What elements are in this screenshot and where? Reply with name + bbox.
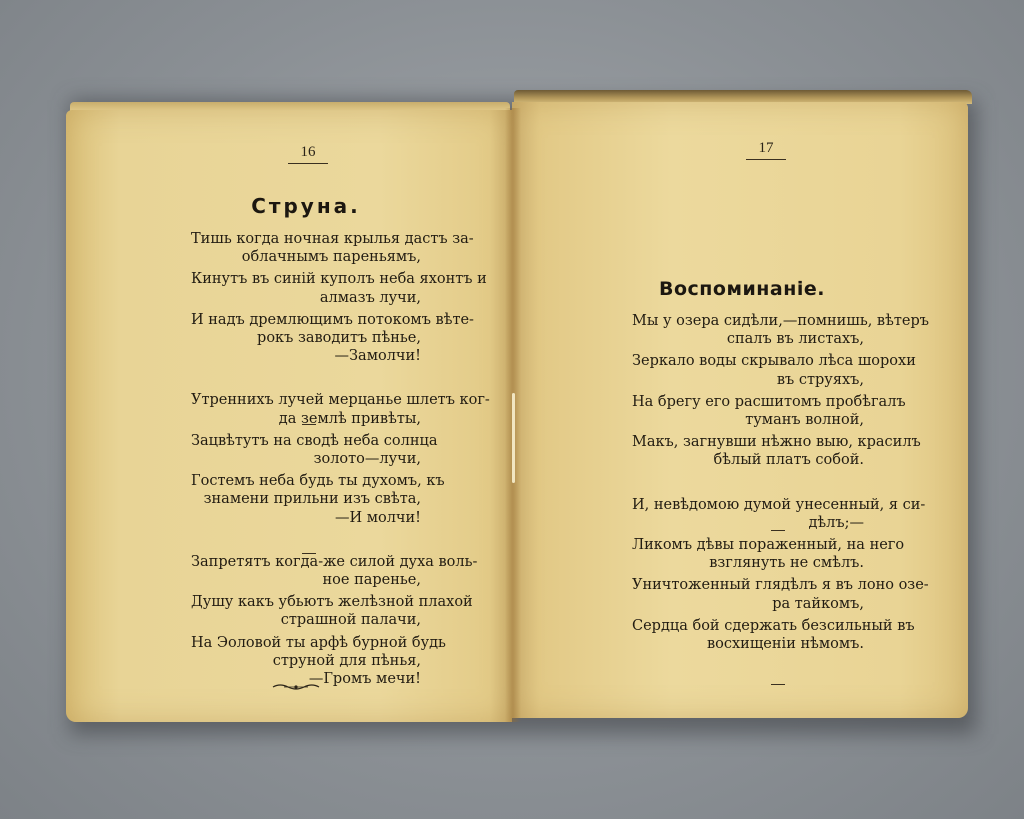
poem-line: дѣлъ;—	[808, 514, 864, 531]
poem-line: —И молчи!	[334, 509, 421, 526]
stanza-divider	[302, 424, 316, 425]
poem-line: И, невѣдомою думой унесенный, я си-	[632, 496, 926, 513]
poem-line: Кинутъ въ синій куполъ неба яхонтъ и	[191, 271, 487, 288]
poem-right	[632, 312, 929, 653]
poem-line: Макъ, загнувши нѣжно выю, красилъ	[632, 434, 921, 451]
poem-line: И надъ дремлющимъ потокомъ вѣте-	[191, 311, 474, 328]
poem-line: Сердца бой сдержать безсильный въ	[632, 617, 915, 634]
poem-line: —Громъ мечи!	[308, 671, 421, 688]
poem-line: взглянуть не смѣлъ.	[709, 555, 864, 572]
poem-line: Мы у озера сидѣли,—помнишь, вѣтеръ	[632, 313, 929, 329]
stanza-divider	[771, 530, 785, 531]
poem-line: спалъ въ листахъ,	[726, 331, 864, 348]
poem-line: золото—лучи,	[313, 451, 421, 468]
page-number-left	[288, 144, 328, 164]
poem-line: На брегу его расшитомъ пробѣгалъ	[632, 393, 906, 410]
page-number-underline	[746, 159, 786, 160]
poem-line: струной для пѣнья,	[272, 652, 421, 669]
left-page	[66, 110, 512, 722]
page-number-right-text: 17	[758, 140, 774, 156]
poem-line: рокъ заводитъ пѣнье,	[257, 330, 421, 347]
stanza-divider	[771, 684, 785, 685]
poem-line: туманъ волной,	[745, 412, 864, 429]
poem-line: знамени прильни изъ свѣта,	[203, 491, 421, 508]
poem-line: —Замолчи!	[334, 348, 421, 365]
right-page	[512, 102, 968, 718]
poem-line: Зацвѣтутъ на сводѣ неба солнца	[191, 432, 438, 449]
poem-line: да землѣ привѣты,	[278, 410, 421, 427]
poem-line: ра тайкомъ,	[772, 595, 864, 612]
poem-line: алмазъ лучи,	[319, 289, 421, 306]
page-number-right	[746, 140, 786, 160]
page-number-underline	[288, 163, 328, 164]
poem-line: въ струяхъ,	[776, 371, 864, 388]
poem-line: Тишь когда ночная крылья дастъ за-	[191, 231, 474, 247]
poem-line: На Эоловой ты арфѣ бурной будь	[191, 634, 446, 651]
poem-line: Зеркало воды скрывало лѣса шорохи	[632, 353, 916, 370]
poem-left	[191, 230, 490, 688]
poem-line: восхищеніи нѣмомъ.	[706, 636, 864, 653]
poem-line: бѣлый платъ собой.	[713, 452, 864, 469]
poem-line: Утреннихъ лучей мерцанье шлетъ ког-	[191, 392, 490, 409]
poem-title-right: Воспоминаніе.	[658, 278, 825, 300]
poem-line: Запретятъ когда-же силой духа воль-	[191, 553, 478, 570]
poem-line: страшной палачи,	[280, 612, 421, 629]
stanza-divider	[302, 553, 316, 554]
poem-line: Душу какъ убьютъ желѣзной плахой	[191, 594, 473, 611]
poem-line: облачнымъ пареньямъ,	[241, 249, 421, 266]
poem-line: Ликомъ дѣвы пораженный, на него	[632, 537, 905, 554]
ornament-flourish	[272, 682, 320, 692]
poem-line: Уничтоженный глядѣлъ я въ лоно озе-	[632, 577, 929, 594]
binding-thread	[512, 393, 515, 483]
poem-line: ное пареньe,	[322, 572, 421, 589]
poem-line: Гостемъ неба будь ты духомъ, къ	[191, 473, 445, 490]
page-number-left-text: 16	[300, 144, 316, 160]
poem-title-left: Струна.	[251, 194, 361, 218]
open-book	[62, 88, 974, 728]
